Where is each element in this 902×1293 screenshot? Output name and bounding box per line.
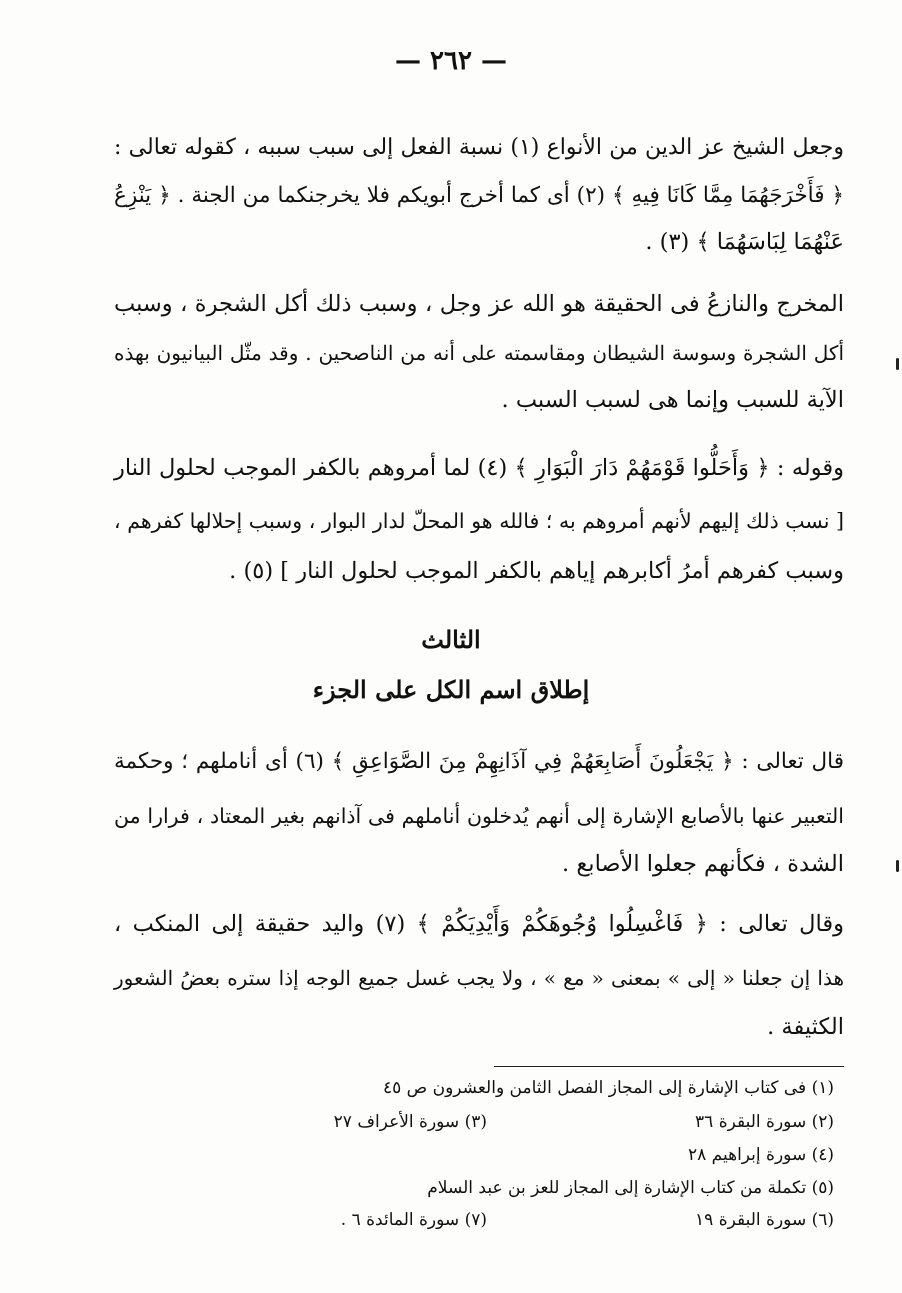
body-line: قال تعالى : ﴿ يَجْعَلُونَ أَصَابِعَهُمْ فِي آذَانِهِمْ مِنَ الصَّوَاعِقِ ﴾ (٦) أى أناملهم ؛ وحكمة [114, 749, 844, 774]
scan-speck [896, 860, 899, 872]
body-line: [ نسب ذلك إليهم لأنهم أمروهم به ؛ فالله هو المحلّ لدار البوار ، وسبب إحلالها كفرهم ، [114, 509, 844, 533]
section-title: إطلاق اسم الكل على الجزء [312, 675, 590, 704]
scan-speck [896, 358, 899, 370]
footnote-3: (٣) سورة الأعراف ٢٧ [333, 1112, 487, 1132]
body-line: الآية للسبب وإنما هى لسبب السبب . [501, 387, 844, 413]
body-line: أكل الشجرة وسوسة الشيطان ومقاسمته على أنه من الناصحين . وقد مثّل البيانيون بهذه [114, 341, 844, 365]
footnote-separator [494, 1066, 844, 1067]
section-number: الثالث [421, 625, 481, 654]
footnote-2: (٢) سورة البقرة ٣٦ [695, 1112, 834, 1132]
body-line: وقال تعالى : ﴿ فَاغْسِلُوا وُجُوهَكُمْ وَأَيْدِيَكُمْ ﴾ (٧) واليد حقيقة إلى المنكب ، [114, 911, 844, 937]
body-line: وسبب كفرهم أمرُ أكابرهم إياهم بالكفر الموجب لحلول النار ] (٥) . [229, 558, 844, 584]
body-line: وجعل الشيخ عز الدين من الأنواع (١) نسبة الفعل إلى سبب سببه ، كقوله تعالى : [114, 135, 844, 160]
body-line: عَنْهُمَا لِبَاسَهُمَا ﴾ (٣) . [645, 229, 844, 255]
body-line: الشدة ، فكأنهم جعلوا الأصابع . [562, 851, 844, 877]
body-line: وقوله : ﴿ وَأَحَلُّوا قَوْمَهُمْ دَارَ الْبَوَارِ ﴾ (٤) لما أمروهم بالكفر الموجب لحلول النار [114, 455, 844, 481]
footnote-1: (١) فى كتاب الإشارة إلى المجاز الفصل الثامن والعشرون ص ٤٥ [382, 1078, 834, 1098]
body-line: الكثيفة . [767, 1014, 844, 1040]
body-line: هذا إن جعلنا « إلى » بمعنى « مع » ، ولا يجب غسل جميع الوجه إذا ستره بعضُ الشعور [114, 966, 844, 990]
page-number: — ٢٦٢ — [394, 46, 508, 76]
footnote-6: (٦) سورة البقرة ١٩ [695, 1210, 834, 1230]
footnote-4: (٤) سورة إبراهيم ٢٨ [688, 1145, 834, 1165]
body-line: ﴿ فَأَخْرَجَهُمَا مِمَّا كَانَا فِيهِ ﴾ (٢) أى كما أخرج أبويكم فلا يخرجنكما من الجنة . ﴿ يَنْزِعُ [114, 183, 844, 208]
body-line: المخرج والنازعُ فى الحقيقة هو الله عز وجل ، وسبب ذلك أكل الشجرة ، وسبب [114, 291, 844, 317]
body-line: التعبير عنها بالأصابع الإشارة إلى أنهم يُدخلون أناملهم فى آذانهم بغير المعتاد ، فرارا من [114, 804, 844, 828]
footnote-7: (٧) سورة المائدة ٦ . [340, 1210, 487, 1230]
footnote-5: (٥) تكملة من كتاب الإشارة إلى المجاز للعز بن عبد السلام [427, 1178, 834, 1198]
